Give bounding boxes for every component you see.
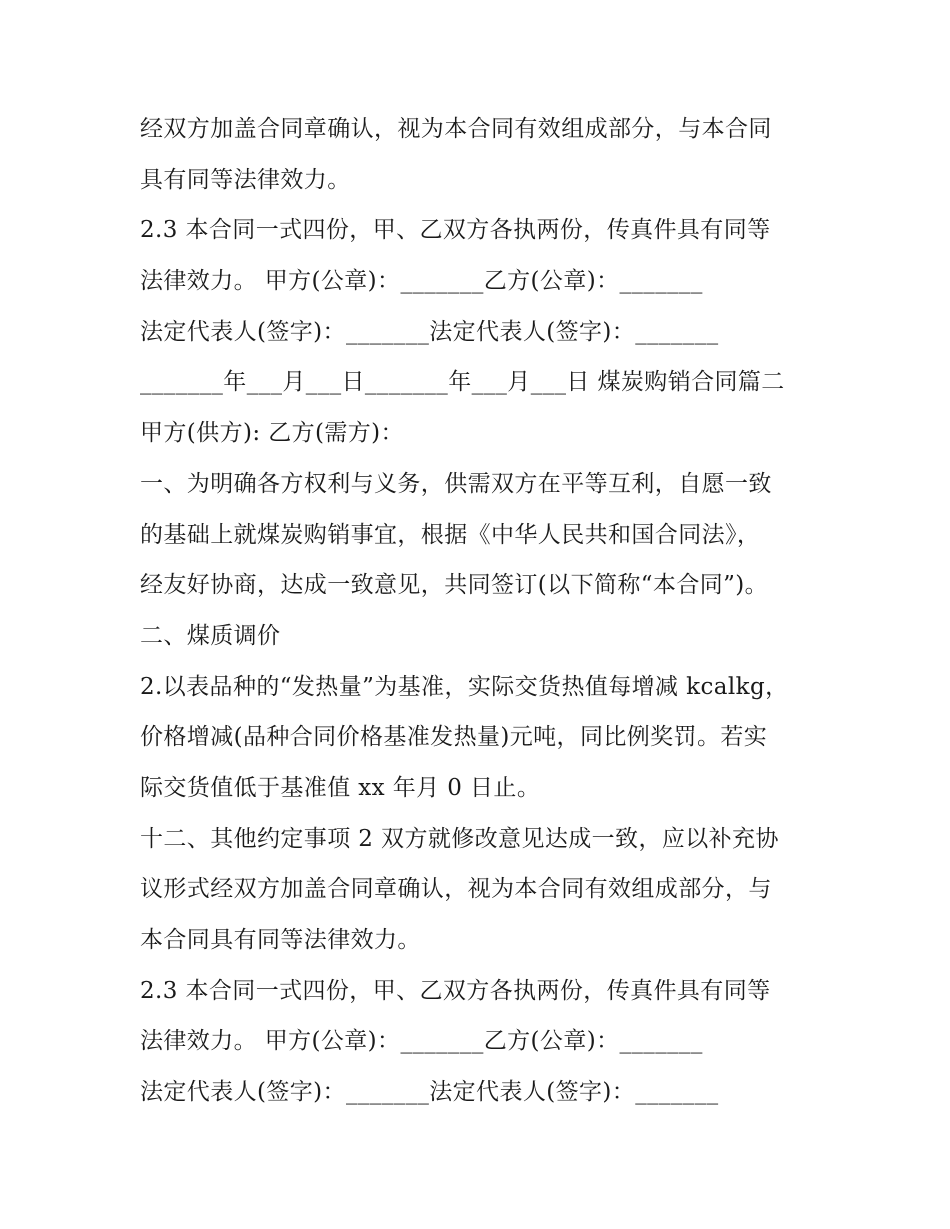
text-line: 议形式经双方加盖合同章确认，视为本合同有效组成部分，与 — [140, 876, 772, 903]
text-line: 一、为明确各方权利与义务，供需双方在平等互利，自愿一致 — [140, 470, 772, 497]
text-line: 的基础上就煤炭购销事宜，根据《中华人民共和国合同法》， — [140, 521, 761, 548]
text-line: 2.3 本合同一式四份，甲、乙双方各执两份，传真件具有同等 — [140, 217, 771, 244]
text-line: 十二、其他约定事项 2 双方就修改意见达成一致，应以补充协 — [140, 825, 779, 852]
signature-line: 法律效力。 甲方(公章)：_______乙方(公章)：_______ — [140, 268, 703, 295]
text-line: 经友好协商，达成一致意见，共同签订(以下简称“本合同”)。 — [140, 572, 769, 599]
text-line: 价格增减(品种合同价格基准发热量)元吨，同比例奖罚。若实 — [140, 724, 768, 751]
signature-line: 法定代表人(签字)：_______法定代表人(签字)：_______ — [140, 1079, 719, 1106]
signature-line: 法定代表人(签字)：_______法定代表人(签字)：_______ — [140, 318, 719, 345]
signature-line: 法律效力。 甲方(公章)：_______乙方(公章)：_______ — [140, 1028, 703, 1055]
text-line: 本合同具有同等法律效力。 — [140, 927, 421, 953]
text-line: 际交货值低于基准值 xx 年月 0 日止。 — [140, 774, 541, 801]
section-heading: 二、煤质调价 — [140, 622, 281, 649]
text-line: 2.3 本合同一式四份，甲、乙双方各执两份，传真件具有同等 — [140, 977, 771, 1004]
text-line: 2.以表品种的“发热量”为基准，实际交货热值每增减 kcalkg， — [140, 673, 789, 700]
text-line: 具有同等法律效力。 — [140, 166, 351, 193]
parties-line: 甲方(供方): 乙方(需方)： — [140, 420, 404, 447]
text-line: 经双方加盖合同章确认，视为本合同有效组成部分，与本合同 — [140, 116, 772, 142]
document-body — [140, 104, 820, 1118]
date-line: _______年___月___日_______年___月___日 煤炭购销合同篇二 — [140, 369, 785, 396]
